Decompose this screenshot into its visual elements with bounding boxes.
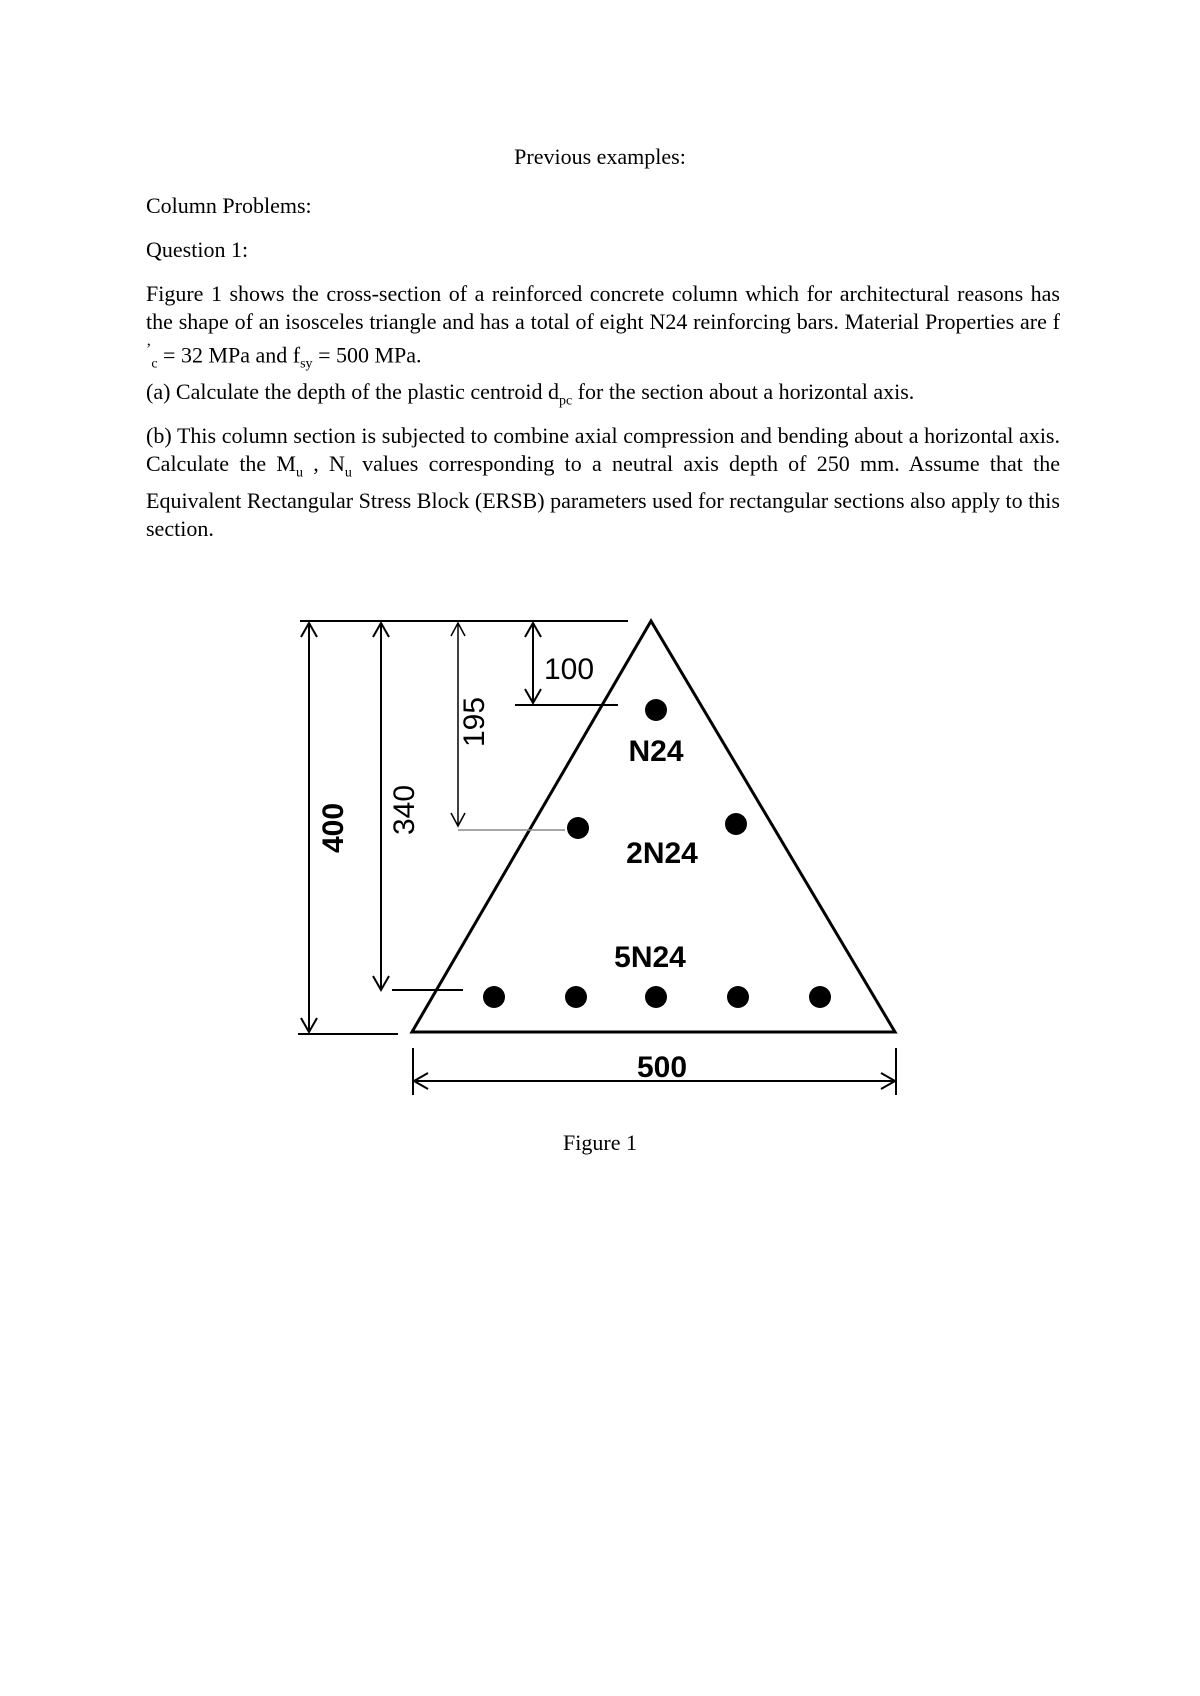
bar-label-middle: 2N24 <box>626 837 698 870</box>
part-a-text-1: (a) Calculate the depth of the plastic centroid d <box>146 379 559 404</box>
part-a-text-2: for the section about a horizontal axis. <box>572 379 915 404</box>
page-heading: Previous examples: <box>514 144 686 169</box>
figure-caption: Figure 1 <box>563 1130 637 1155</box>
bar-bottom-3 <box>645 986 667 1008</box>
bar-label-top: N24 <box>628 735 684 768</box>
dim-100-label: 100 <box>543 653 595 686</box>
mu-subscript: u <box>296 465 303 481</box>
bar-bottom-5 <box>809 986 831 1008</box>
intro-text-3: = 500 MPa. <box>312 342 422 368</box>
dim-400-label: 400 <box>317 802 350 854</box>
section-title: Column Problems: <box>146 193 312 218</box>
bar-top <box>645 699 667 721</box>
intro-text-2: = 32 MPa and f <box>157 342 301 368</box>
dim-340-label: 340 <box>388 784 421 836</box>
part-b-text-2: , N <box>303 451 345 476</box>
part-b-text-1: (b) This column section is subjected to combine axial compression and bending about a horizontal axis. Calculate the M <box>146 423 1060 476</box>
dim-500-label: 500 <box>636 1051 688 1084</box>
bar-middle-left <box>567 817 589 839</box>
intro-text-1: Figure 1 shows the cross-section of a reinforced concrete column which for architectural reasons has the shape of an isosceles triangle and has a total of eight N24 reinforcing bars. Material Properties are f <box>146 281 1060 334</box>
fc-subscript: c <box>151 356 158 372</box>
bar-bottom-1 <box>483 986 505 1008</box>
fc-prime: ’ <box>146 341 152 358</box>
part-b-text-3: values corresponding to a neutral axis depth of 250 mm. Assume that the Equivalent Rectangular Stress Block (ERSB) parameters used for rectangular sections also apply to this section. <box>146 451 1061 542</box>
bar-label-bottom: 5N24 <box>614 941 686 974</box>
bar-bottom-2 <box>565 986 587 1008</box>
dpc-subscript: pc <box>558 393 573 409</box>
nu-subscript: u <box>344 465 352 481</box>
bar-middle-right <box>725 813 747 835</box>
fsy-subscript: sy <box>300 356 313 372</box>
bar-bottom-4 <box>727 986 749 1008</box>
dim-195-label: 195 <box>458 696 491 748</box>
question-label: Question 1: <box>146 237 249 262</box>
